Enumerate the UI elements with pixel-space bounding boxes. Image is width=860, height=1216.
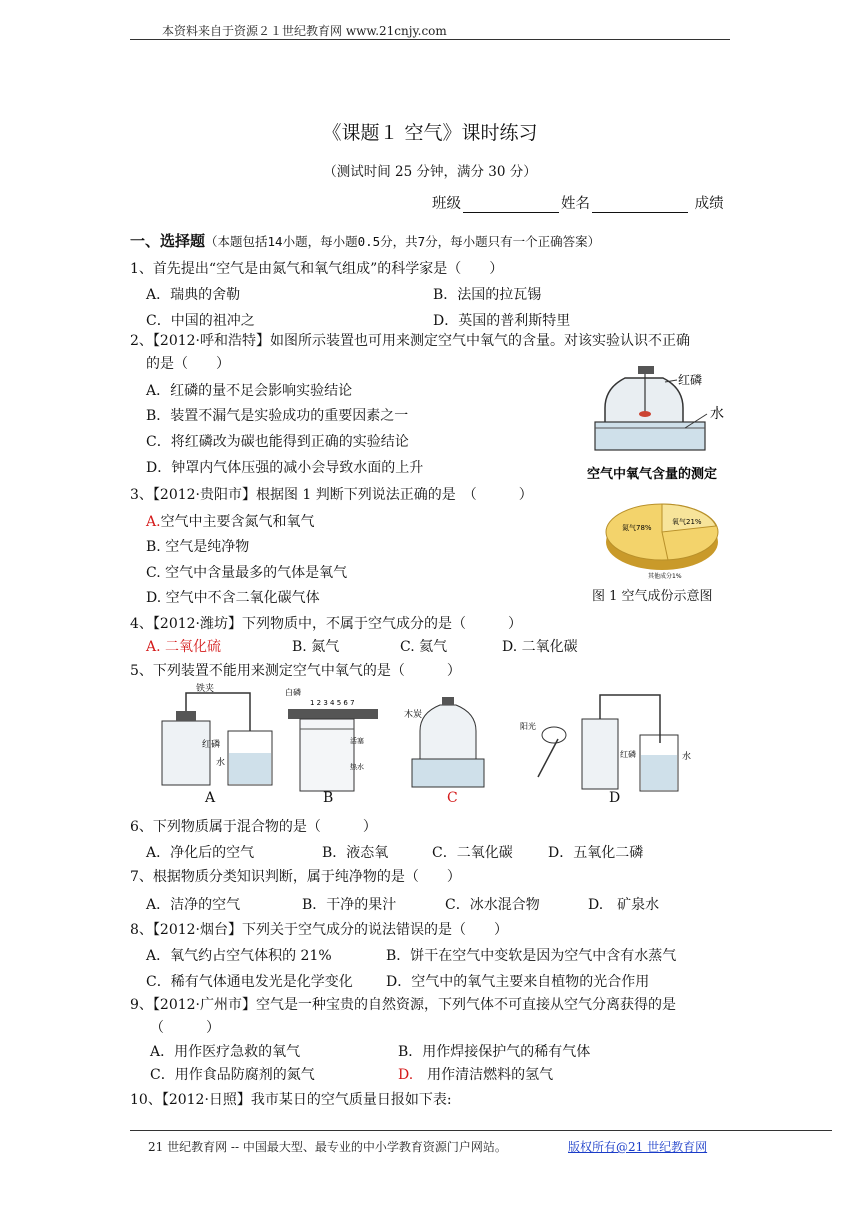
q1-stem: 1、首先提出“空气是由氮气和氧气组成”的科学家是（ ） [130,261,504,277]
d-lens [542,727,566,743]
b-label-hot-water: 热水 [350,763,364,771]
pie-label-other: 其他成分1% [648,573,682,580]
q2-option-c: C．将红磷改为碳也能得到正确的实验结论 [146,434,409,450]
q2-option-a: A．红磷的量不足会影响实验结论 [146,383,353,399]
header-rule [130,39,730,40]
q3-stem: 3、【2012·贵阳市】根据图 1 判断下列说法正确的是 （ ） [130,487,533,503]
q2-stem-line2: 的是（ ） [146,356,230,372]
section-heading [130,230,600,251]
name-blank[interactable] [592,198,688,213]
stopper [638,366,654,374]
q2-apparatus-figure [585,362,735,484]
footer-copyright-link[interactable]: 版权所有@21 世纪教育网 [568,1140,708,1154]
q8-option-a: A．氧气约占空气体积的 21% [146,948,332,964]
c-label-charcoal: 木炭 [404,710,423,720]
page-title: 《课题１ 空气》课时练习 [322,122,538,144]
q1-option-c: C．中国的祖冲之 [146,313,255,329]
name-label: 姓名 [561,196,590,212]
q4-option-c: C. 氦气 [400,639,448,655]
student-info [432,192,724,213]
q4-stem: 4、【2012·潍坊】下列物质中，不属于空气成分的是（ ） [130,616,522,632]
q2-option-b: B．装置不漏气是实验成功的重要因素之一 [146,408,409,424]
label-red-phosphorus: 红磷 [678,373,703,387]
d-label-sunlight: 阳光 [520,722,536,731]
q3-option-b: B. 空气是纯净物 [146,539,250,555]
section-note: （本题包括14小题，每小题0.5分，共7分，每小题只有一个正确答案） [205,234,601,249]
b-tube-top [288,709,378,719]
figure-caption: 空气中氧气含量的测定 [587,467,718,482]
q7-option-a: A．洁净的空气 [146,897,241,913]
q6-option-b: B．液态氧 [322,845,389,861]
label-water: 水 [710,406,724,422]
q8-option-b: B．饼干在空气中变软是因为空气中含有水蒸气 [386,948,677,964]
q1-option-d: D．英国的普利斯特里 [433,313,571,329]
d-flask [582,719,618,789]
q6-option-d: D．五氧化二磷 [548,845,644,861]
figure-a [162,683,272,785]
q5-apparatus-figures [150,683,710,805]
section-title: 一、选择题 [130,232,206,250]
q9-option-d-letter: D. [398,1067,414,1083]
d-label-water: 水 [682,752,692,762]
q3-option-d: D. 空气中不含二氧化碳气体 [146,590,320,606]
q4-option-b: B. 氮气 [292,639,340,655]
q3-option-a-text: 空气中主要含氮气和氧气 [160,514,315,530]
q6-stem: 6、下列物质属于混合物的是（ ） [130,819,377,835]
q1-option-b: B．法国的拉瓦锡 [433,287,542,303]
q3-option-a-letter: A. [146,514,161,530]
c-trough [412,759,484,787]
b-cylinder [300,719,354,791]
q5-figure-label-a: A [205,790,216,806]
q9-option-b: B．用作焊接保护气的稀有气体 [398,1044,591,1060]
q1-option-a: A．瑞典的舍勒 [146,287,241,303]
footer-rule [130,1130,832,1131]
q6-option-a: A．净化后的空气 [146,845,255,861]
a-stopper [176,711,196,721]
q3-option-c: C. 空气中含量最多的气体是氧气 [146,565,348,581]
q3-figure-caption: 图 1 空气成份示意图 [592,589,713,604]
a-label-water: 水 [216,758,226,768]
d-label-phosphorus: 红磷 [620,750,636,759]
c-stopper [442,697,454,705]
a-label-phosphorus: 红磷 [202,740,221,750]
pie-label-nitrogen: 氮气78% [622,524,652,532]
q10-stem: 10、【2012·日照】我市某日的空气质量日报如下表: [130,1092,452,1108]
b-label-piston: 活塞 [350,737,364,745]
class-label: 班级 [432,196,461,212]
q9-option-d-text: 用作清洁燃料的氢气 [413,1067,554,1083]
q6-option-c: C．二氧化碳 [432,845,513,861]
q2-stem-line1: 2、【2012·呼和浩特】如图所示装置也可用来测定空气中氧气的含量。对该实验认识不正确 [130,333,690,349]
figure-c [404,697,484,787]
red-phosphorus [639,411,651,417]
q4-option-d: D. 二氧化碳 [502,639,578,655]
q7-stem: 7、根据物质分类知识判断，属于纯净物的是（ ） [130,869,461,885]
q7-option-c: C．冰水混合物 [445,897,540,913]
figure-d [520,695,691,791]
q8-option-d: D．空气中的氧气主要来自植物的光合作用 [386,974,650,990]
figure-b [285,687,378,791]
score-label: 成绩 [694,196,724,212]
q9-option-c: C．用作食品防腐剂的氮气 [150,1067,315,1083]
b-label-ticks: 1 2 3 4 5 6 7 [310,699,355,707]
q5-figure-label-b: B [323,790,334,806]
page-subtitle: （测试时间 25 分钟，满分 30 分） [323,164,537,180]
q8-option-c: C．稀有气体通电发光是化学变化 [146,974,353,990]
q7-option-d: D. 矿泉水 [588,897,660,913]
a-bottle [162,721,210,785]
q7-option-b: B．干净的果汁 [302,897,397,913]
q8-stem: 8、【2012·烟台】下列关于空气成分的说法错误的是（ ） [130,922,508,938]
b-label-white-phosphorus: 白磷 [285,688,301,697]
a-water [229,753,271,784]
d-water [641,755,677,790]
q9-option-d [398,1064,553,1084]
q9-option-a: A．用作医疗急救的氧气 [150,1044,301,1060]
q9-stem-line1: 9、【2012·广州市】空气是一种宝贵的自然资源，下列气体不可直接从空气分离获得的是 [130,997,676,1013]
class-blank[interactable] [463,198,559,213]
q3-pie-figure [600,500,730,582]
footer-text: 21 世纪教育网 -- 中国最大型、最专业的中小学教育资源门户网站。 [148,1140,507,1154]
q2-option-d: D．钟罩内气体压强的减小会导致水面的上升 [146,460,424,476]
page-header: 本资料来自于资源２１世纪教育网 www.21cnjy.com [162,24,447,38]
q5-stem: 5、下列装置不能用来测定空气中氧气的是（ ） [130,663,461,679]
q5-figure-label-c: C [447,790,458,806]
d-lens-handle [538,739,558,777]
q3-option-a [146,511,315,531]
pie-label-oxygen: 氧气21% [672,518,702,526]
a-label-clip: 铁夹 [196,684,215,694]
q9-stem-line2: （ ） [150,1020,220,1036]
q5-figure-label-d: D [609,790,621,806]
q4-option-a: A. 二氧化硫 [146,639,222,655]
